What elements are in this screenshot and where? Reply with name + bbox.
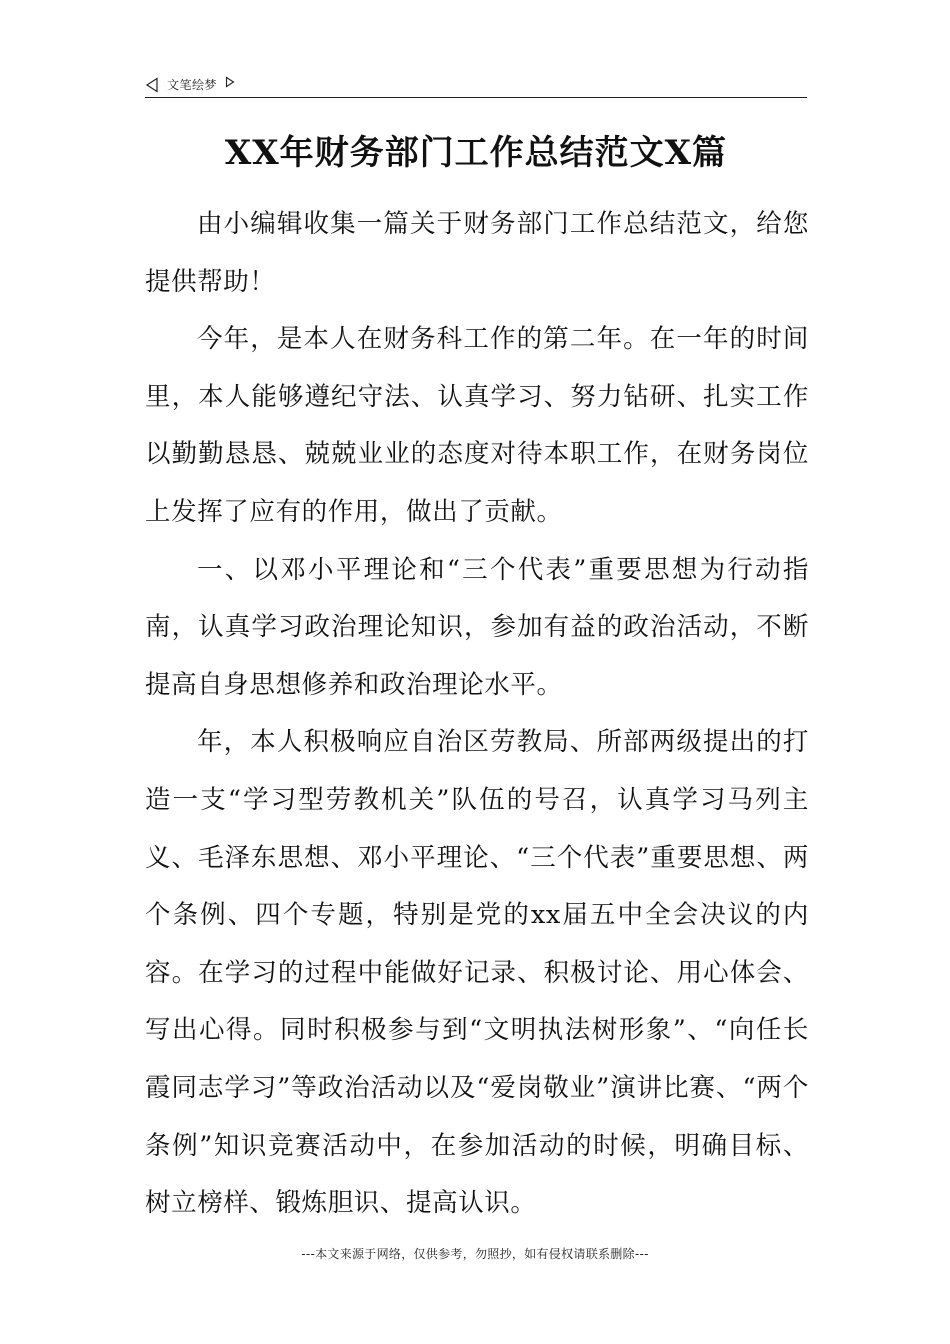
triangle-left-outline-icon (145, 77, 159, 93)
document-title: XX年财务部门工作总结范文X篇 (224, 133, 728, 173)
triangle-right-outline-icon (225, 76, 235, 88)
paragraph: 由小编辑收集一篇关于财务部门工作总结范文，给您提供帮助！ (145, 209, 809, 297)
footer-disclaimer: ---本文来源于网络，仅供参考，勿照抄，如有侵权请联系删除--- (301, 1247, 649, 1261)
page-header (145, 72, 807, 98)
paragraph: 一、以邓小平理论和“三个代表”重要思想为行动指南，认真学习政治理论知识，参加有益的政治活动，不断提高自身思想修养和政治理论水平。 (145, 554, 809, 700)
paragraph: 年，本人积极响应自治区劳教局、所部两级提出的打造一支“学习型劳教机关”队伍的号召，认真学习马列主义、毛泽东思想、邓小平理论、“三个代表”重要思想、两个条例、四个专题，特别是党的xx届五中全会决议的内容。在学习的过程中能做好记录、积极讨论、用心体会、写出心得。同时积极参与到“文明执法树形象”、“向任长霞同志学习”等政治活动以及“爱岗敬业”演讲比赛、“两个条例”知识竞赛活动中，在参加活动的时候，明确目标、树立榜样、锻炼胆识、提高认识。 (145, 727, 809, 1219)
header-brand-text: 文笔绘梦 (167, 78, 218, 92)
paragraph: 今年，是本人在财务科工作的第二年。在一年的时间里，本人能够遵纪守法、认真学习、努力钻研、扎实工作以勤勤恳恳、兢兢业业的态度对待本职工作，在财务岗位上发挥了应有的作用，做出了贡献。 (145, 324, 809, 527)
document-body (145, 196, 809, 1233)
